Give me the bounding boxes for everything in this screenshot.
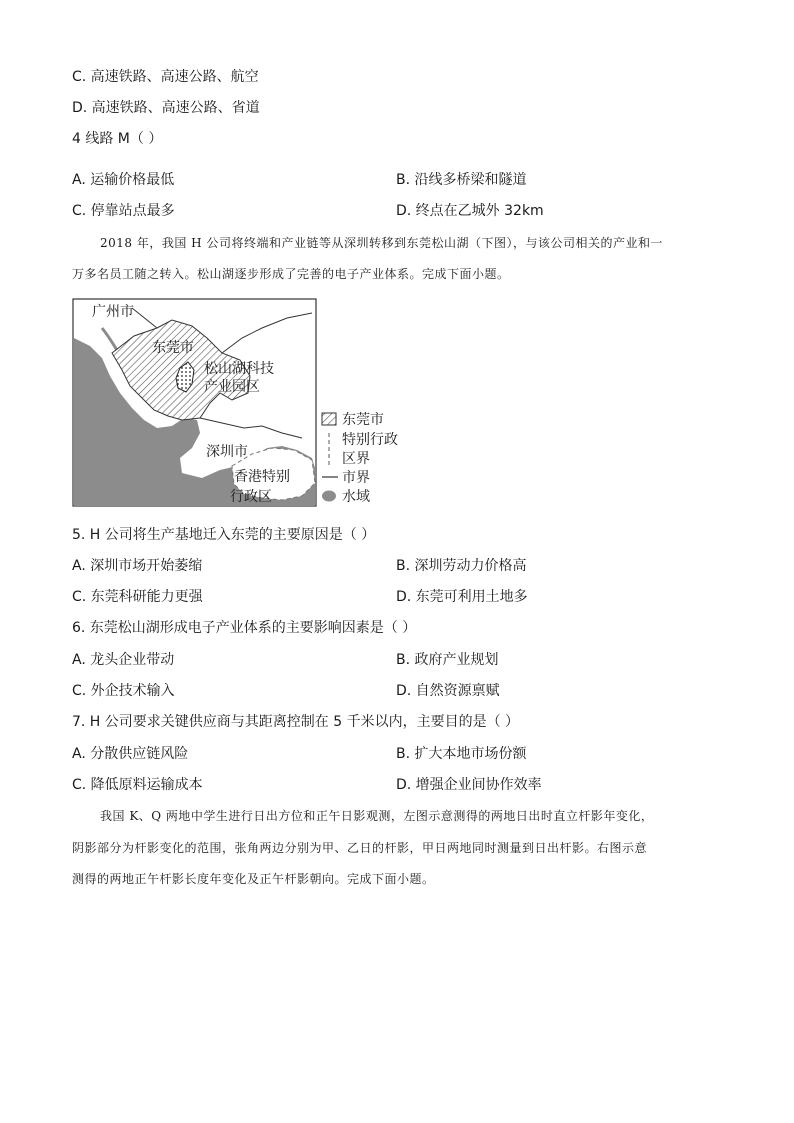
q4-option-c: C. 停靠站点最多 [72, 203, 175, 219]
legend-city-border: 市界 [342, 470, 370, 486]
q5-option-d: D. 东莞可利用土地多 [396, 589, 528, 605]
label-hk-line1: 香港特别 [234, 469, 290, 485]
label-hk-line2: 行政区 [230, 489, 272, 505]
passage1-line2: 万多名员工随之转入。松山湖逐步形成了完善的电子产业体系。完成下面小题。 [72, 267, 510, 281]
legend-dongguan: 东莞市 [342, 412, 384, 428]
label-park-line2: 产业园区 [204, 379, 260, 395]
dongguan-map [72, 298, 402, 508]
label-guangzhou: 广州市 [92, 304, 134, 320]
q4-option-d: D. 终点在乙城外 32km [396, 203, 544, 219]
q7-option-a: A. 分散供应链风险 [72, 746, 189, 762]
q7-option-d: D. 增强企业间协作效率 [396, 777, 542, 793]
legend-sar-line1: 特别行政 [342, 432, 398, 448]
q5-option-a: A. 深圳市场开始萎缩 [72, 558, 203, 574]
q6-stem: 6. 东莞松山湖形成电子产业体系的主要影响因素是（ ） [72, 620, 417, 636]
q5-option-c: C. 东莞科研能力更强 [72, 589, 203, 605]
q6-option-b: B. 政府产业规划 [396, 652, 499, 668]
label-shenzhen: 深圳市 [206, 444, 248, 460]
q7-stem: 7. H 公司要求关键供应商与其距离控制在 5 千米以内，主要目的是（ ） [72, 714, 520, 730]
legend-dongguan-swatch [322, 413, 336, 425]
q7-option-b: B. 扩大本地市场份额 [396, 746, 527, 762]
passage1-line1: 2018 年，我国 H 公司将终端和产业链等从深圳转移到东莞松山湖（下图），与该公司相关的产业和一 [100, 236, 663, 250]
q5-option-b: B. 深圳劳动力价格高 [396, 558, 527, 574]
legend-water-swatch [322, 491, 336, 502]
label-dongguan: 东莞市 [152, 340, 194, 356]
passage2-line2: 阴影部分为杆影变化的范围，张角两边分别为甲、乙日的杆影，甲日两地同时测量到日出杆影。右图示意 [72, 841, 648, 855]
q6-option-d: D. 自然资源禀赋 [396, 683, 500, 699]
q4-stem: 4 线路 M（ ） [72, 131, 163, 147]
q4-option-b: B. 沿线多桥梁和隧道 [396, 172, 527, 188]
q4-option-a: A. 运输价格最低 [72, 172, 175, 188]
q6-option-a: A. 龙头企业带动 [72, 652, 175, 668]
legend-water: 水域 [342, 489, 370, 505]
passage2-line3: 测得的两地正午杆影长度年变化及正午杆影朝向。完成下面小题。 [72, 872, 435, 886]
legend-sar-line2: 区界 [342, 451, 370, 467]
q3-option-d: D. 高速铁路、高速公路、省道 [72, 100, 260, 116]
label-park-line1: 松山湖科技 [204, 361, 274, 377]
q5-stem: 5. H 公司将生产基地迁入东莞的主要原因是（ ） [72, 527, 376, 543]
q7-option-c: C. 降低原料运输成本 [72, 777, 203, 793]
q6-option-c: C. 外企技术输入 [72, 683, 175, 699]
q3-option-c: C. 高速铁路、高速公路、航空 [72, 69, 259, 85]
passage2-line1: 我国 K、Q 两地中学生进行日出方位和正午日影观测，左图示意测得的两地日出时直立杆影年变化， [100, 809, 654, 823]
